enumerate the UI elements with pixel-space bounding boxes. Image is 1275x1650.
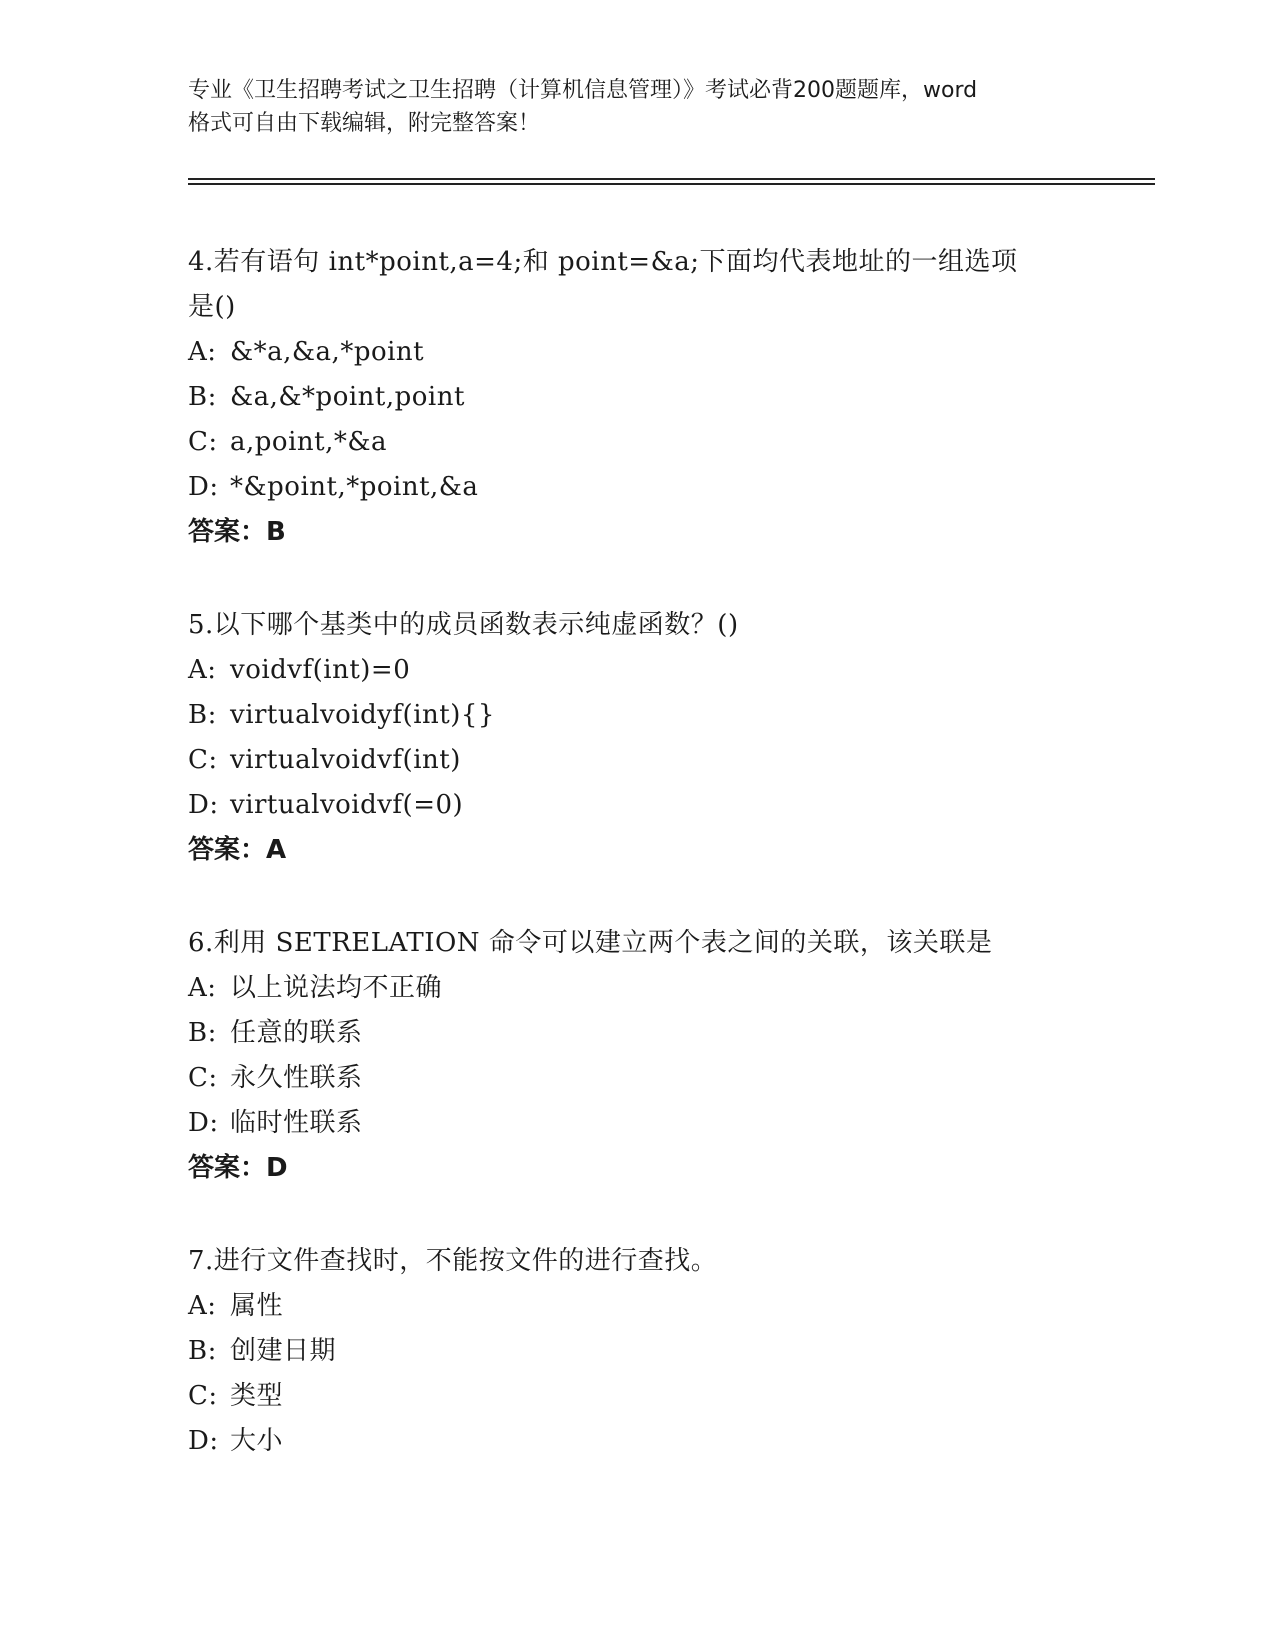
option-c	[188, 1056, 1088, 1101]
question-4	[188, 240, 1088, 555]
header-line-2: 格式可自由下载编辑，附完整答案！	[188, 111, 541, 136]
option-b	[188, 375, 1088, 420]
option-text: virtualvoidvf(int)	[230, 745, 461, 775]
option-d	[188, 783, 1088, 828]
option-text: 创建日期	[230, 1336, 337, 1366]
document-header	[188, 74, 1088, 140]
option-letter: A:	[188, 973, 217, 1003]
option-a	[188, 1284, 1088, 1329]
option-text: *&point,*point,&a	[230, 472, 479, 502]
option-b	[188, 1329, 1088, 1374]
option-c	[188, 420, 1088, 465]
question-list	[188, 240, 1088, 1512]
option-d	[188, 465, 1088, 510]
option-letter: A:	[188, 1291, 217, 1321]
option-letter: A:	[188, 337, 217, 367]
option-text: 类型	[230, 1381, 284, 1411]
question-stem-continued: 是()	[188, 292, 236, 322]
option-text: &a,&*point,point	[230, 382, 465, 412]
option-text: 临时性联系	[230, 1108, 363, 1138]
option-letter: C:	[188, 1063, 218, 1093]
option-letter: D:	[188, 1108, 219, 1138]
option-text: &*a,&a,*point	[230, 337, 425, 367]
option-a	[188, 648, 1088, 693]
question-stem: 4.若有语句 int*point,a=4;和 point=&a;下面均代表地址的一组选项	[188, 247, 1018, 277]
question-7	[188, 1239, 1088, 1464]
answer-line: 答案：D	[188, 1153, 288, 1183]
option-letter: B:	[188, 700, 217, 730]
option-text: virtualvoidyf(int){}	[230, 700, 495, 730]
option-b	[188, 693, 1088, 738]
question-6	[188, 921, 1088, 1191]
option-d	[188, 1419, 1088, 1464]
option-letter: C:	[188, 1381, 218, 1411]
question-stem: 6.利用 SETRELATION 命令可以建立两个表之间的关联，该关联是	[188, 928, 993, 958]
option-letter: D:	[188, 472, 219, 502]
option-d	[188, 1101, 1088, 1146]
option-text: 属性	[230, 1291, 284, 1321]
option-text: 任意的联系	[230, 1018, 363, 1048]
option-text: voidvf(int)=0	[230, 655, 411, 685]
header-divider-bottom	[188, 183, 1155, 185]
option-text: 永久性联系	[230, 1063, 363, 1093]
option-b	[188, 1011, 1088, 1056]
header-divider-top	[188, 178, 1155, 180]
answer-line: 答案：B	[188, 517, 286, 547]
header-line-1: 专业《卫生招聘考试之卫生招聘（计算机信息管理）》考试必背200题题库，word	[188, 78, 978, 103]
option-c	[188, 1374, 1088, 1419]
option-text: a,point,*&a	[230, 427, 387, 457]
option-a	[188, 330, 1088, 375]
option-letter: C:	[188, 745, 218, 775]
option-letter: A:	[188, 655, 217, 685]
option-c	[188, 738, 1088, 783]
option-text: 以上说法均不正确	[230, 973, 443, 1003]
option-letter: D:	[188, 790, 219, 820]
option-text: 大小	[230, 1426, 284, 1456]
option-a	[188, 966, 1088, 1011]
option-text: virtualvoidvf(=0)	[230, 790, 464, 820]
question-stem: 7.进行文件查找时，不能按文件的进行查找。	[188, 1246, 718, 1276]
question-stem: 5.以下哪个基类中的成员函数表示纯虚函数？()	[188, 610, 739, 640]
question-5	[188, 603, 1088, 873]
option-letter: B:	[188, 1018, 217, 1048]
answer-line: 答案：A	[188, 835, 287, 865]
option-letter: D:	[188, 1426, 219, 1456]
option-letter: B:	[188, 382, 217, 412]
option-letter: C:	[188, 427, 218, 457]
option-letter: B:	[188, 1336, 217, 1366]
